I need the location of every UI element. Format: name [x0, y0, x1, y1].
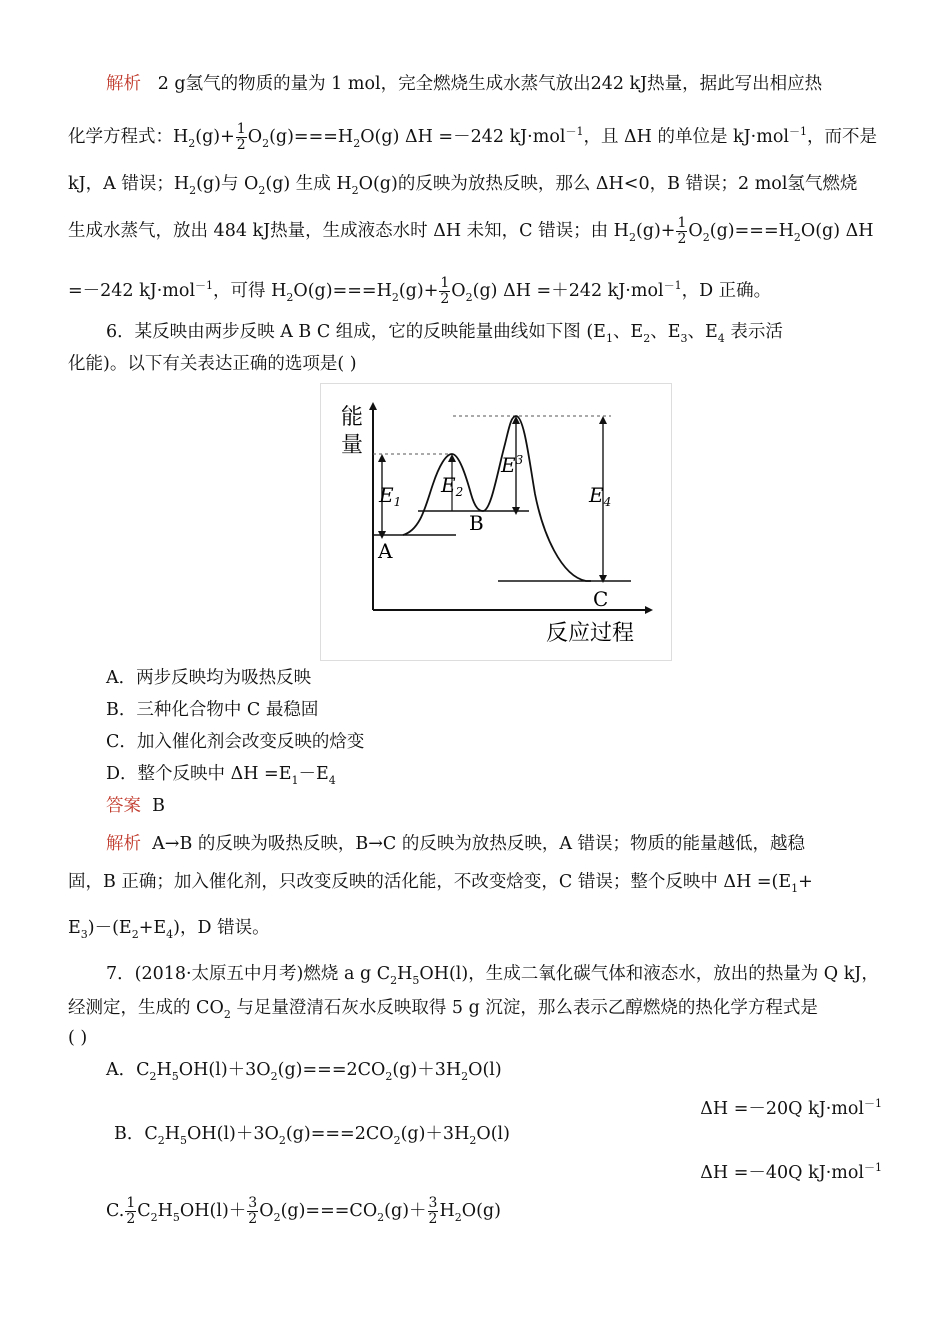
energy-diagram — [320, 383, 672, 661]
q5-text-1: 2 g氢气的物质的量为 1 mol，完全燃烧生成水蒸气放出242 kJ热量，据此写出相应热 — [157, 74, 823, 94]
q6-stem-line-2: 化能)。以下有关表达正确的选项是( ) — [68, 354, 357, 374]
q6-option-d: D．整个反映中 $\Delta H =E_1-E_4$ — [106, 764, 336, 787]
q6-option-c: C．加入催化剂会改变反映的焓变 — [106, 732, 365, 752]
q5-analysis-label: 解析 — [106, 74, 141, 94]
q7-option-a: A．$C_2H_5OH(l)+3O_2(g)===2CO_2(g)+3H_2O(l)$ — [106, 1060, 502, 1083]
q7-stem-line-2: 经测定，生成的 $CO_2$ 与足量澄清石灰水反映取得 5 g 沉淀，那么表示乙醇燃烧的热化学方程式是 — [68, 998, 818, 1021]
label-C: C — [593, 587, 609, 611]
label-E4: $E_4$ — [589, 483, 612, 509]
q7-stem-line-1: 7．(2018·太原五中月考)燃烧 a g $C_2H_5OH(l)$，生成二氧化碳气体和液态水，放出的热量为 Q kJ， — [106, 964, 879, 987]
q7-option-b-dh: ΔH =－40Q kJ·mol$^{-1}$ — [700, 1161, 882, 1183]
q5-line-1 — [106, 70, 950, 98]
q6-stem-line-1: 6．某反映由两步反映 A B C 组成，它的反映能量曲线如下图 ($E_1$、$E_2$、$E_3$、$E_4$ 表示活 — [106, 322, 783, 345]
q7-stem-line-3: ( ) — [68, 1028, 88, 1048]
q6-option-a: A．两步反映均为吸热反映 — [106, 668, 312, 688]
q6-analysis-label: 解析 — [106, 834, 141, 854]
q6-explanation-1: 解析 A→B 的反映为吸热反映，B→C 的反映为放热反映，A 错误；物质的能量越低，越稳 — [106, 834, 806, 854]
energy-curve — [403, 416, 591, 581]
answer-label: 答案 — [106, 796, 141, 816]
y-axis-label-1: 能 — [341, 405, 364, 430]
q7-option-a-dh: ΔH =－20Q kJ·mol$^{-1}$ — [700, 1097, 882, 1119]
q6-answer — [106, 792, 950, 820]
label-E3: $E^3$ — [501, 453, 524, 477]
q6-option-b: B．三种化合物中 C 最稳固 — [106, 700, 319, 720]
label-E2: $E_2$ — [441, 473, 464, 499]
energy-diagram-svg — [321, 384, 671, 660]
q7-option-b: B．$C_2H_5OH(l)+3O_2(g)===2CO_2(g)+3H_2O(l)$ — [114, 1124, 510, 1147]
q6-explanation-3: $E_3)-(E_2+E_4)$，D 错误。 — [68, 918, 270, 941]
q7-option-c: C. $\frac{1}{2}$ $C_2H_5OH(l)+$ $\frac{3}{2}$ $O_2(g)===CO_2(g)+$ $\frac{3}{2}$ $H_2O(g)$ — [106, 1195, 501, 1227]
q5-line-4: 生成水蒸气，放出 484 kJ热量，生成液态水时 ΔH 未知，C 错误；由 $H_2(g)+$ $\frac{1}{2}$ $O_2(g)===H_2O(g)$ ΔH — [68, 215, 874, 247]
fraction-half: $\frac{1}{2}$ — [236, 121, 246, 153]
y-axis-label-2: 量 — [341, 433, 364, 458]
label-A: A — [378, 539, 393, 563]
label-B: B — [469, 511, 484, 535]
x-axis-label: 反应过程 — [546, 621, 635, 646]
answer-value: B — [152, 796, 166, 816]
q5-line-2: 化学方程式：$H_2(g)+$ $\frac{1}{2}$ $O_2(g)===H_2O(g)$ ΔH =－242 kJ·mol$^{-1}$，且 ΔH 的单位是 kJ·mol$^{-1}$，而不是 — [68, 121, 877, 153]
q5-line-3: kJ，A 错误；$H_2(g)$与 $O_2(g)$ 生成 $H_2O(g)$的反映为放热反映，那么 ΔH<0，B 错误；2 mol氢气燃烧 — [68, 174, 858, 197]
q5-line-5: =－242 kJ·mol$^{-1}$，可得 $H_2O(g)===H_2(g)+$ $\frac{1}{2}$ $O_2(g)$ ΔH =＋242 kJ·mol$^{-1}$，D 正确。 — [68, 275, 772, 307]
q6-explanation-2: 固，B 正确；加入催化剂，只改变反映的活化能，不改变焓变，C 错误；整个反映中 $\Delta H =(E_1+$ — [68, 872, 813, 895]
label-E1: $E_1$ — [379, 483, 402, 509]
